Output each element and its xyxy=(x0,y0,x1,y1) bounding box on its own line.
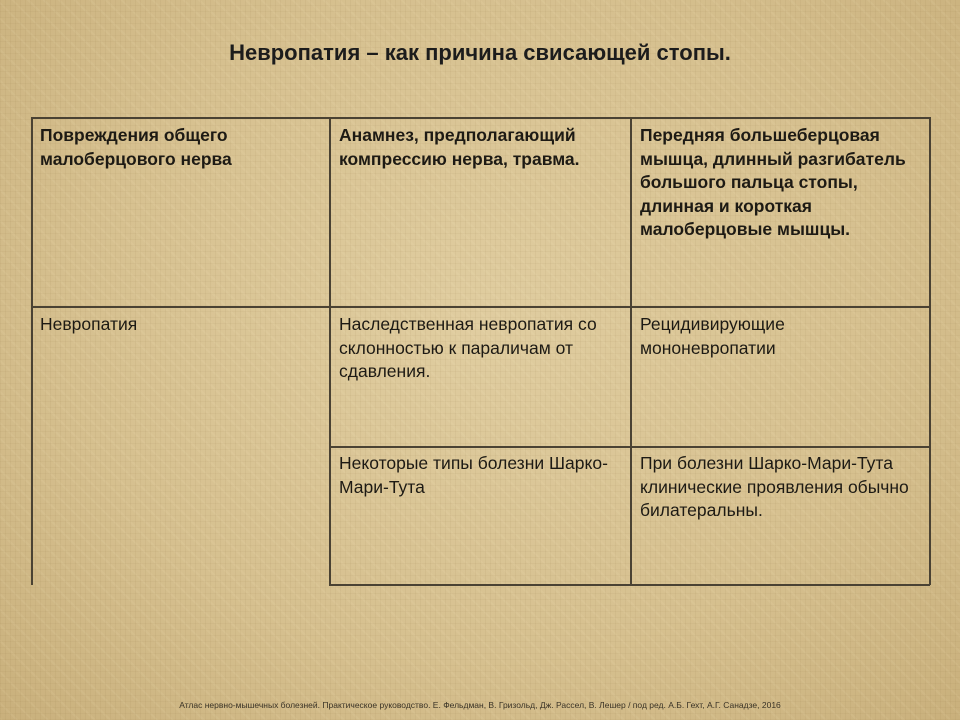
table-left-border xyxy=(31,117,33,585)
table-col-divider-1 xyxy=(329,117,331,585)
header-cell-history: Анамнез, предполагающий компрессию нерва, травма. xyxy=(339,125,580,169)
table-col-divider-2 xyxy=(630,117,632,585)
header-cell-muscles: Передняя большеберцовая мышца, длинный разгибатель большого пальца стопы, длинная и короткая малоберцовые мышцы. xyxy=(640,125,906,239)
source-citation: Атлас нервно-мышечных болезней. Практическое руководство. Е. Фельдман, В. Гризольд, Дж. Рассел, В. Лешер / под ред. А.Б. Гехт, А.Г. Санадзе, 2016 xyxy=(179,700,781,710)
page-title: Невропатия – как причина свисающей стопы. xyxy=(229,40,731,65)
header-cell-lesion: Повреждения общего малоберцового нерва xyxy=(40,125,232,169)
group-label-neuropathy: Невропатия xyxy=(40,314,138,334)
table-row-divider xyxy=(329,446,930,448)
table-cell-cause-1: Наследственная невропатия со склонностью к параличам от сдавления. xyxy=(339,314,597,381)
table-cell-note-2: При болезни Шарко-Мари-Тута клинические проявления обычно билатеральны. xyxy=(640,453,909,520)
table-right-border xyxy=(929,117,931,585)
table-cell-note-1: Рецидивирующие мононевропатии xyxy=(640,314,785,358)
table-cell-cause-2: Некоторые типы болезни Шарко-Мари-Тута xyxy=(339,453,608,497)
table-top-border xyxy=(31,117,930,119)
table-header-divider xyxy=(31,306,930,308)
table-bottom-border xyxy=(329,584,930,586)
